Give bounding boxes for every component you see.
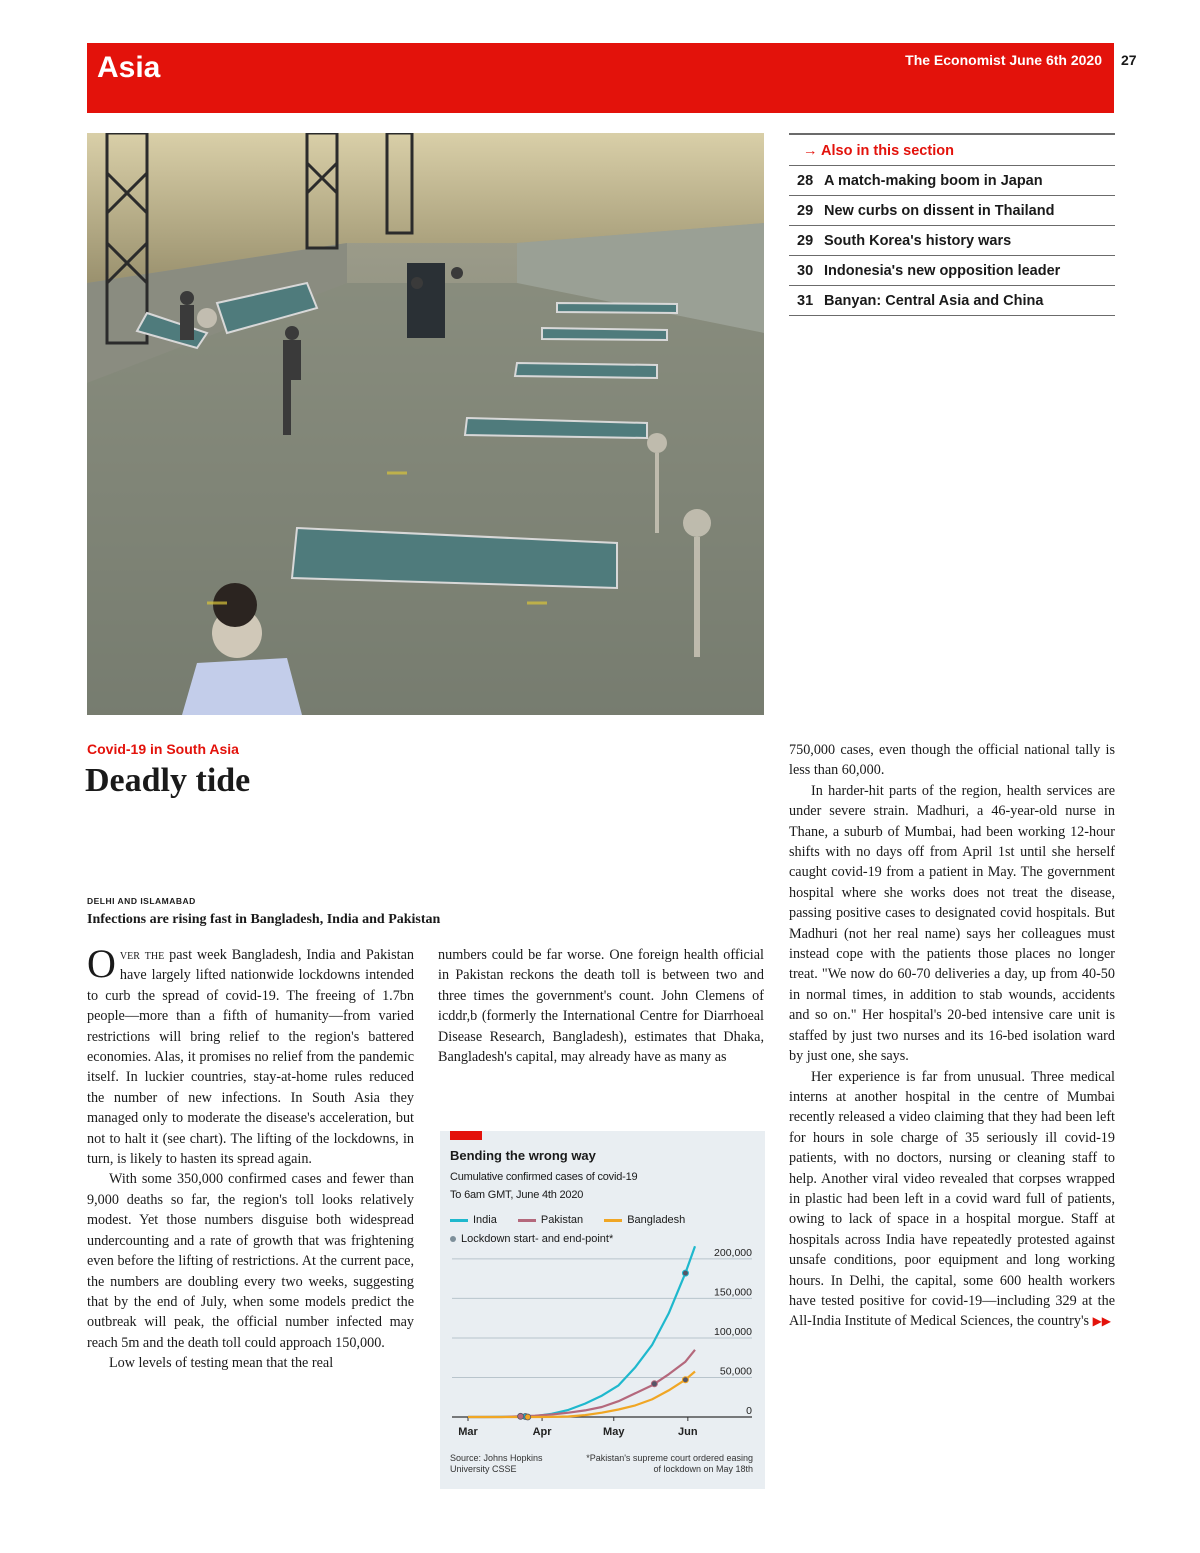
article-column-2 xyxy=(438,945,764,1067)
covid-ward-illustration xyxy=(87,133,764,715)
y-tick-label: 50,000 xyxy=(719,1365,752,1378)
article-kicker: Covid-19 in South Asia xyxy=(87,741,239,757)
arrow-right-icon: → xyxy=(803,143,821,159)
chart-footnote: *Pakistan's supreme court ordered easing of lockdown on May 18th xyxy=(586,1453,753,1474)
also-item[interactable]: 28 A match-making boom in Japan xyxy=(789,166,1115,196)
article-headline: Deadly tide xyxy=(85,762,251,799)
paragraph: 750,000 cases, even though the official national tally is less than 60,000. xyxy=(789,742,1115,779)
legend-item: Bangladesh xyxy=(604,1214,685,1226)
continue-arrow-icon: ▶▶ xyxy=(1092,1314,1112,1329)
paragraph: Her experience is far from unusual. Three medical interns at another hospital in the centre of Mumbai recently released a video claiming that they had been left for hours in sole charge of 35 seriously ill covid-19 patients, with no doctors, nursing or cleaning staff to help. Another viral video revealed that corpses wrapped in plastic had been left in a covid ward full of patients, owing to lack of space in a hospital morgue. Staff at hospitals across India have repeatedly protested against unsafe conditions, poor equipment and long working hours. In Delhi, the capital, some 600 health workers have tested positive for covid-19—including 329 at the All-India Institute of Medical Sciences, the country's ▶▶ xyxy=(789,1068,1115,1330)
chart-title: Bending the wrong way xyxy=(450,1148,596,1163)
also-in-section-heading: → Also in this section xyxy=(789,133,1115,166)
y-tick-label: 0 xyxy=(746,1405,752,1417)
paragraph: With some 350,000 confirmed cases and fewer than 9,000 deaths so far, the region's toll looks relatively modest. Yet those numbers disguise both widespread undercounting and a rate of growth that was frightening even before the lifting of restrictions. At the current pace, the numbers are doubling every two weeks, suggesting that by the end of July, when some models predict the outbreak will peak, the official number infected may reach 5m and the death toll could approach 150,000. xyxy=(87,1171,414,1351)
lockdown-end-point xyxy=(682,1377,688,1383)
also-item[interactable]: 30 Indonesia's new opposition leader xyxy=(789,256,1115,286)
y-tick-label: 150,000 xyxy=(714,1286,752,1299)
article-column-1 xyxy=(87,941,414,1374)
issue-date: The Economist June 6th 2020 xyxy=(905,52,1102,68)
also-in-section xyxy=(789,133,1115,316)
x-tick-label: May xyxy=(603,1426,625,1438)
chart-subtitle-date: To 6am GMT, June 4th 2020 xyxy=(450,1189,584,1201)
x-tick-label: Apr xyxy=(532,1426,552,1438)
lockdown-end-point xyxy=(651,1381,657,1387)
series-line-pakistan xyxy=(468,1350,695,1417)
drop-cap: O xyxy=(87,941,116,986)
section-title: Asia xyxy=(97,51,161,84)
chart-panel xyxy=(440,1131,765,1489)
series-line-india xyxy=(468,1246,695,1417)
chart-plot xyxy=(440,1131,765,1489)
also-item[interactable]: 29 South Korea's history wars xyxy=(789,226,1115,256)
lead-in: ver the xyxy=(119,947,165,963)
legend-item: Pakistan xyxy=(518,1214,583,1226)
page-number: 27 xyxy=(1121,52,1137,68)
article-column-3 xyxy=(789,740,1115,1332)
paragraph: numbers could be far worse. One foreign health official in Pakistan reckons the death toll is between two and three times the government's count. John Clemens of icddr,b (formerly the International Centre for Diarrhoeal Disease Research, Bangladesh), estimates that Dhaka, Bangladesh's capital, may already have as many as xyxy=(438,947,764,1066)
lockdown-start-point xyxy=(525,1414,531,1420)
lockdown-end-point xyxy=(682,1270,688,1276)
y-tick-label: 100,000 xyxy=(714,1325,752,1338)
paragraph: In harder-hit parts of the region, health services are under severe strain. Madhuri, a 46-year-old nurse in Thane, a suburb of Mumbai, had been working 12-hour shifts with no days off from April 1st until she herself caught covid-19 from a patient in May. The government hospital where she works does not treat the disease, passing positive cases to designated covid hospitals. But Madhuri (not her real name) says her colleagues must instead cope with the patients those places no longer treat. "We now do 60-70 deliveries a day, up from 40-50 in normal times, in addition to stab wounds, accidents and so on." Her hospital's 20-bed intensive care unit is staffed by just two nurses and its 16-bed isolation ward by just one, she says. xyxy=(789,782,1115,1065)
chart-source: Source: Johns Hopkins University CSSE xyxy=(450,1453,543,1474)
x-tick-label: Jun xyxy=(678,1426,698,1438)
lockdown-start-point xyxy=(518,1413,524,1419)
article-photo xyxy=(87,133,764,715)
paragraph: Low levels of testing mean that the real xyxy=(109,1355,334,1372)
also-item[interactable]: 29 New curbs on dissent in Thailand xyxy=(789,196,1115,226)
article-dateline: DELHI AND ISLAMABAD xyxy=(87,896,196,906)
legend-item: India xyxy=(450,1214,497,1226)
chart-subtitle: Cumulative confirmed cases of covid-19 xyxy=(450,1171,638,1183)
lockdown-legend: Lockdown start- and end-point* xyxy=(450,1233,613,1245)
article-standfirst: Infections are rising fast in Bangladesh, India and Pakistan xyxy=(87,912,441,927)
also-item[interactable]: 31 Banyan: Central Asia and China xyxy=(789,286,1115,316)
paragraph: Over the past week Bangladesh, India and Pakistan have largely lifted nationwide lockdowns intended to curb the spread of covid-19. The freeing of 1.7bn people—more than a fifth of humanity—from varied restrictions will bring relief to the region's battered economies. Alas, it promises no relief from the pandemic itself. In luckier countries, stay-at-home rules reduced the number of new infections. In South Asia they managed only to moderate the disease's acceleration, but not to halt it (see chart). The lifting of the lockdowns, in turn, is likely to hasten its spread again. xyxy=(87,941,414,1168)
y-tick-label: 200,000 xyxy=(714,1246,752,1259)
x-tick-label: Mar xyxy=(458,1426,478,1438)
section-banner xyxy=(87,43,1114,113)
